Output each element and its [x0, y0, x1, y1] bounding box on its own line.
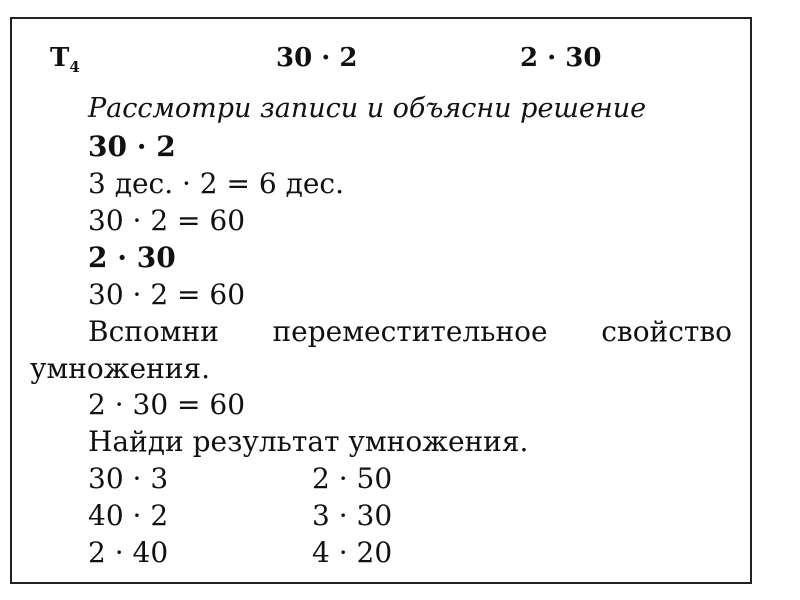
task-letter: T: [50, 43, 70, 73]
example-a-step-1: 3 дес. · 2 = 6 дес.: [88, 167, 344, 200]
task-card: [10, 17, 752, 584]
example-b-title: 2 · 30: [88, 241, 176, 274]
exercise-left-2: 40 · 2: [88, 499, 169, 532]
example-a-step-2: 30 · 2 = 60: [88, 204, 246, 237]
task-prompt: Найди результат умножения.: [88, 425, 529, 458]
exercise-left-1: 30 · 3: [88, 462, 169, 495]
exercise-right-2: 3 · 30: [312, 499, 393, 532]
task-label: [50, 43, 80, 82]
header-expression-1: 30 · 2: [276, 43, 358, 73]
header-expression-2: 2 · 30: [520, 43, 602, 73]
hint-text: Вспомни переместительное свойство умножения.: [30, 315, 732, 385]
exercise-left-3: 2 · 40: [88, 536, 169, 569]
example-b-step-1: 30 · 2 = 60: [88, 278, 246, 311]
task-number: 4: [69, 58, 80, 77]
instruction-text: Рассмотри записи и объясни решение: [88, 93, 647, 124]
example-a-title: 30 · 2: [88, 130, 176, 163]
exercise-right-1: 2 · 50: [312, 462, 393, 495]
example-b-result: 2 · 30 = 60: [88, 388, 246, 421]
exercise-right-3: 4 · 20: [312, 536, 393, 569]
